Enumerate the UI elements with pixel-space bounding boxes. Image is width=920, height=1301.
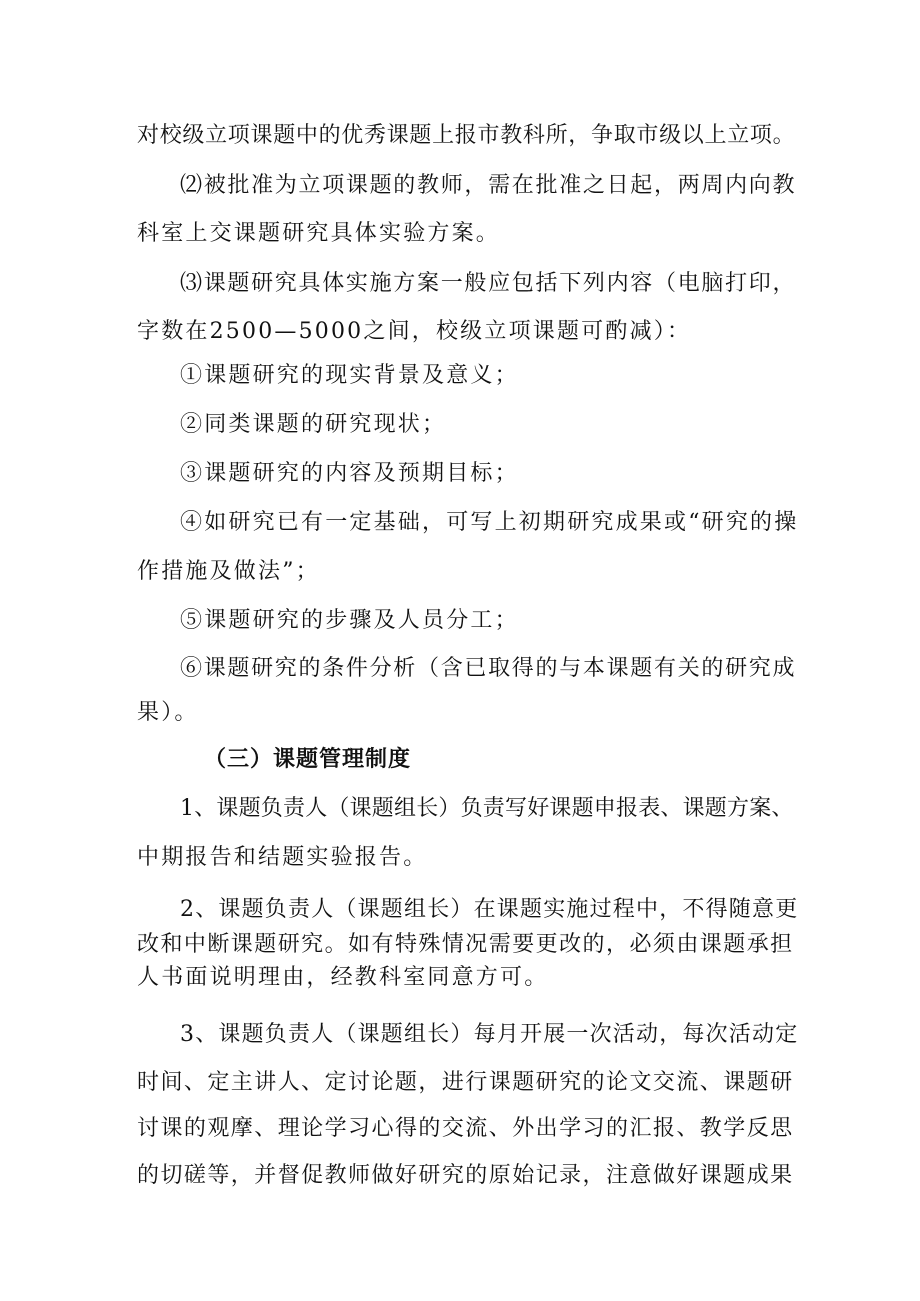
text-line: ⑵被批准为立项课题的教师，需在批准之日起，两周内向教 bbox=[180, 173, 797, 198]
text-line: ①课题研究的现实背景及意义； bbox=[180, 363, 519, 388]
text-line: 改和中断课题研究。如有特殊情况需要更改的，必须由课题承担 bbox=[137, 932, 794, 957]
text-line: 人书面说明理由，经教科室同意方可。 bbox=[137, 965, 549, 990]
text-line: ⑤课题研究的步骤及人员分工； bbox=[180, 608, 519, 633]
text-line: 作措施及做法”； bbox=[137, 559, 320, 584]
text-line: 1、课题负责人（课题组长）负责写好课题申报表、课题方案、 bbox=[180, 796, 794, 821]
text-line: 中期报告和结题实验报告。 bbox=[137, 845, 428, 870]
text-line: ⑥课题研究的条件分析（含已取得的与本课题有关的研究成 bbox=[180, 656, 797, 681]
text-line: 3、课题负责人（课题组长）每月开展一次活动，每次活动定 bbox=[180, 1022, 799, 1047]
text-line: 讨课的观摩、理论学习心得的交流、外出学习的汇报、教学反思 bbox=[137, 1116, 794, 1141]
text-line: 时间、定主讲人、定讨论题，进行课题研究的论文交流、课题研 bbox=[137, 1070, 794, 1095]
text-line: 对校级立项课题中的优秀课题上报市教科所，争取市级以上立项。 bbox=[137, 123, 796, 148]
text-line: ④如研究已有一定基础，可写上初期研究成果或“研究的操 bbox=[180, 510, 799, 535]
text-line: ②同类课题的研究现状； bbox=[180, 412, 447, 437]
text-line: ⑶课题研究具体实施方案一般应包括下列内容（电脑打印， bbox=[180, 271, 797, 296]
text-line: 科室上交课题研究具体实验方案。 bbox=[137, 221, 501, 246]
text-line: 2、课题负责人（课题组长）在课题实施过程中，不得随意更 bbox=[180, 897, 799, 922]
text-line: 字数在2500—5000之间，校级立项课题可酌减）： bbox=[137, 319, 692, 344]
section-heading: （三）课题管理制度 bbox=[204, 747, 412, 772]
text-line: ③课题研究的内容及预期目标； bbox=[180, 461, 519, 486]
text-line: 的切磋等，并督促教师做好研究的原始记录，注意做好课题成果 bbox=[137, 1163, 794, 1188]
text-line: 果）。 bbox=[137, 700, 199, 725]
